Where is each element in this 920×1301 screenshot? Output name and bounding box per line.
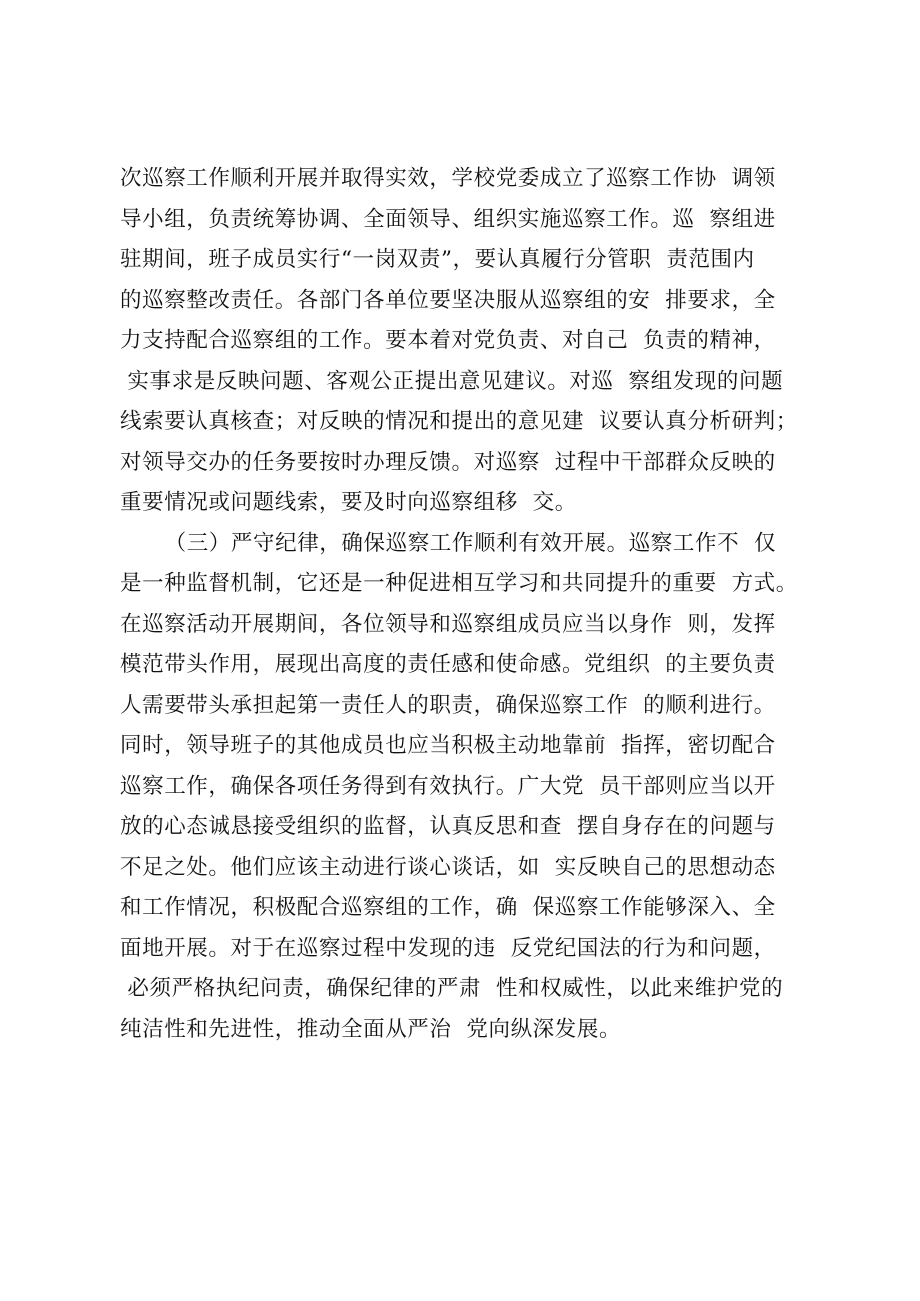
text-line: 巡察工作，确保各项任务得到有效执行。广大党 员干部则应当以开 bbox=[120, 773, 776, 799]
text-line: 对领导交办的任务要按时办理反馈。对巡察 过程中干部群众反映的 bbox=[120, 449, 776, 475]
section-heading-line: （三）严守纪律，确保巡察工作顺利有效开展。巡察工作不 仅 bbox=[120, 530, 777, 556]
text-line: 线索要认真核查；对反映的情况和提出的意见建 议要认真分析研判； bbox=[120, 409, 798, 434]
text-line: 驻期间，班子成员实行“一岗双责”，要认真履行分管职 责范围内 bbox=[120, 247, 755, 272]
text-line: 纯洁性和先进性，推动全面从严治 党向纵深发展。 bbox=[120, 1016, 622, 1042]
text-line: 模范带头作用，展现出高度的责任感和使命感。党组织 的主要负责 bbox=[120, 652, 776, 677]
text-line: 重要情况或问题线索，要及时向巡察组移 交。 bbox=[120, 490, 577, 515]
body-text bbox=[120, 159, 830, 1050]
text-line: 放的心态诚恳接受组织的监督，认真反思和查 摆自身存在的问题与 bbox=[120, 814, 776, 839]
text-line: 次巡察工作顺利开展并取得实效，学校党委成立了巡察工作协 调领 bbox=[120, 166, 776, 191]
text-line: 不足之处。他们应该主动进行谈心谈话，如 实反映自己的思想动态 bbox=[120, 854, 776, 880]
text-line: 是一种监督机制，它还是一种促进相互学习和共同提升的重要 方式。 bbox=[120, 571, 798, 596]
text-line: 导小组，负责统筹协调、全面领导、组织实施巡察工作。巡 察组进 bbox=[120, 206, 776, 232]
text-line: 必须严格执纪问责，确保纪律的严肃 性和权威性，以此来维护党的 bbox=[120, 976, 784, 1001]
text-line: 同时，领导班子的其他成员也应当积极主动地靠前 指挥，密切配合 bbox=[120, 733, 776, 758]
text-line: 人需要带头承担起第一责任人的职责，确保巡察工作 的顺利进行。 bbox=[120, 692, 776, 718]
text-line: 在巡察活动开展期间，各位领导和巡察组成员应当以身作 则，发挥 bbox=[120, 611, 776, 637]
text-line: 实事求是反映问题、客观公正提出意见建议。对巡 察组发现的问题 bbox=[120, 368, 784, 394]
text-line: 和工作情况，积极配合巡察组的工作，确 保巡察工作能够深入、全 bbox=[120, 895, 776, 920]
text-line: 力支持配合巡察组的工作。要本着对党负责、对自己 负责的精神， bbox=[120, 328, 776, 353]
text-line: 的巡察整改责任。各部门各单位要坚决服从巡察组的安 排要求，全 bbox=[120, 287, 776, 313]
text-line: 面地开展。对于在巡察过程中发现的违 反党纪国法的行为和问题， bbox=[120, 935, 776, 961]
